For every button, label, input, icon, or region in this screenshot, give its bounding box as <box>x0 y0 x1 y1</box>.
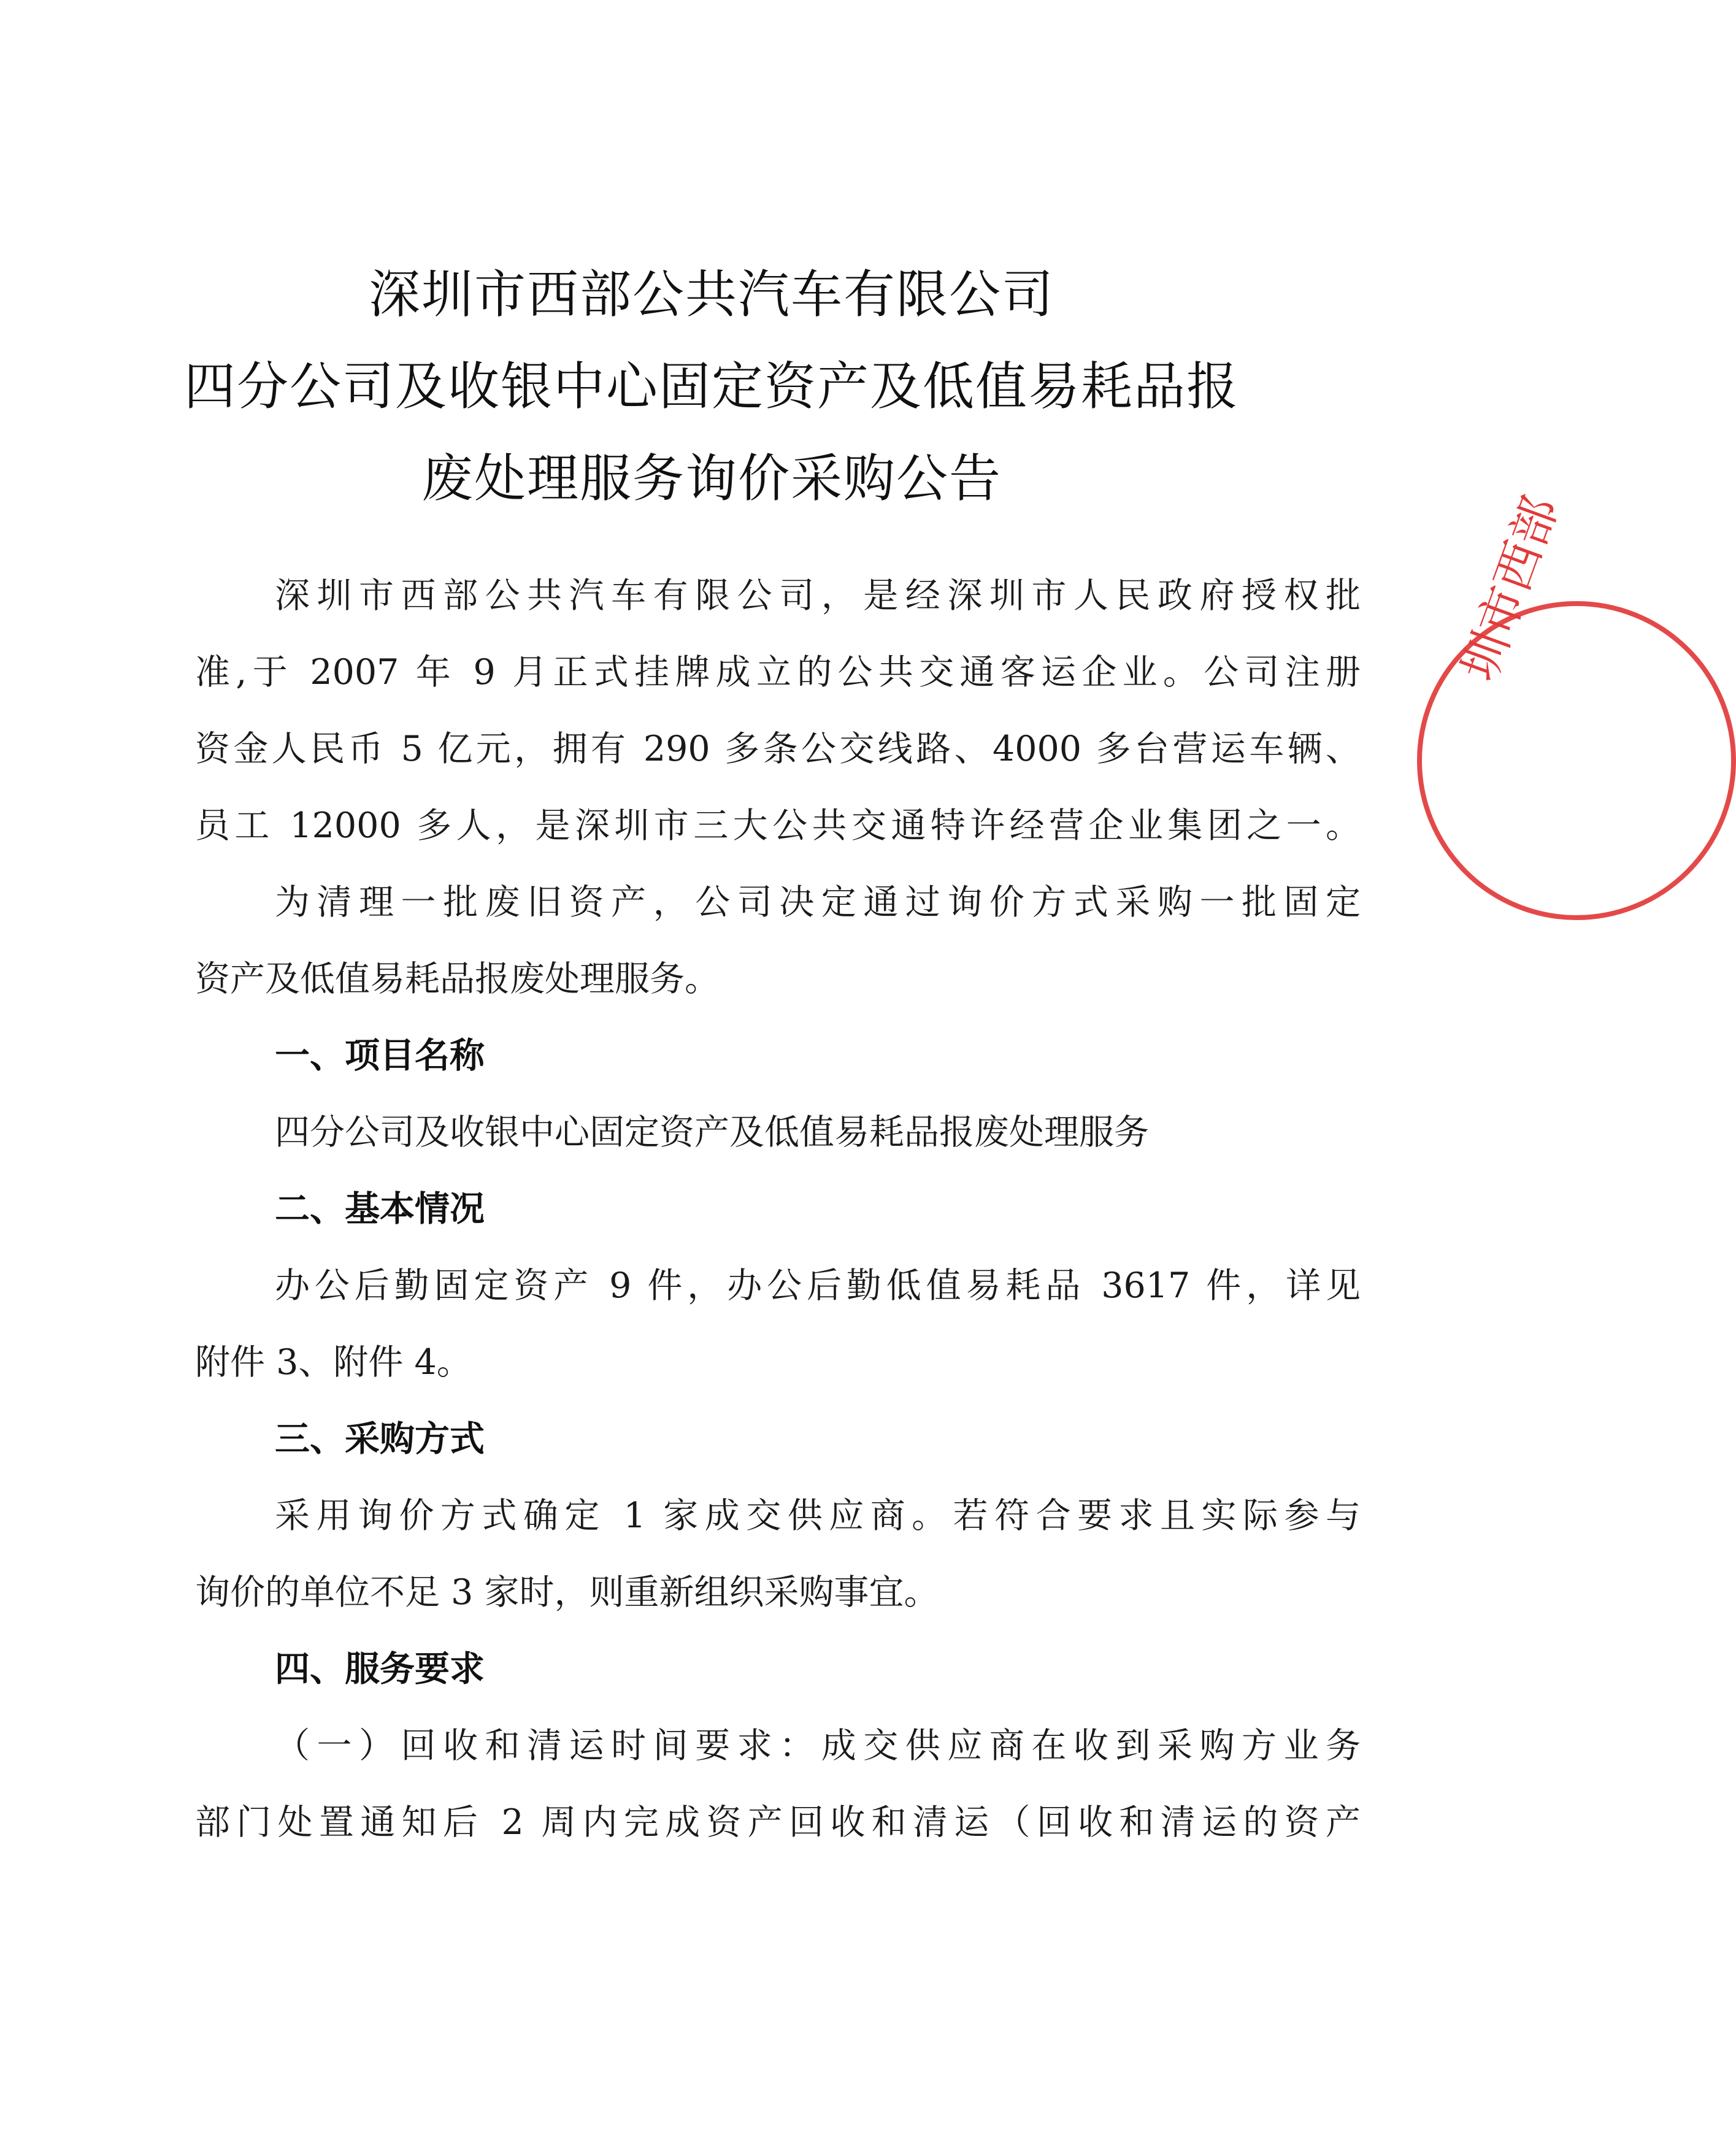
intro-paragraph-1-line-2: 准,于 2007 年 9 月正式挂牌成立的公共交通客运企业。公司注册 <box>195 652 1361 693</box>
document-title <box>0 248 1423 524</box>
section-4-line-1: （一）回收和清运时间要求：成交供应商在收到采购方业务 <box>275 1725 1361 1766</box>
title-line-2: 四分公司及收银中心固定资产及低值易耗品报 <box>183 356 1239 416</box>
section-4-heading: 四、服务要求 <box>275 1649 485 1689</box>
section-1-heading: 一、项目名称 <box>275 1035 485 1076</box>
intro-paragraph-1-line-1: 深圳市西部公共汽车有限公司，是经深圳市人民政府授权批 <box>275 575 1361 616</box>
intro-paragraph-2-line-2: 资产及低值易耗品报废处理服务。 <box>195 959 720 999</box>
intro-paragraph-2-line-1: 为清理一批废旧资产，公司决定通过询价方式采购一批固定 <box>275 882 1361 923</box>
section-3-line-2: 询价的单位不足 3 家时，则重新组织采购事宜。 <box>195 1572 939 1613</box>
section-2-line-2: 附件 3、附件 4。 <box>195 1342 472 1383</box>
section-1-line-1: 四分公司及收银中心固定资产及低值易耗品报废处理服务 <box>275 1112 1149 1153</box>
section-3-line-1: 采用询价方式确定 1 家成交供应商。若符合要求且实际参与 <box>275 1495 1361 1536</box>
section-4-line-2: 部门处置通知后 2 周内完成资产回收和清运（回收和清运的资产 <box>195 1802 1361 1843</box>
title-line-1: 深圳市西部公共汽车有限公司 <box>368 264 1054 324</box>
section-2-line-1: 办公后勤固定资产 9 件，办公后勤低值易耗品 3617 件，详见 <box>275 1265 1361 1306</box>
title-line-3: 废处理服务询价采购公告 <box>421 448 1002 509</box>
intro-paragraph-1-line-3: 资金人民币 5 亿元，拥有 290 多条公交线路、4000 多台营运车辆、 <box>195 729 1361 769</box>
intro-paragraph-1-line-4: 员工 12000 多人，是深圳市三大公共交通特许经营企业集团之一。 <box>195 805 1361 846</box>
section-2-heading: 二、基本情况 <box>275 1189 485 1229</box>
seal-text: 圳市西部 <box>1451 489 1570 688</box>
section-3-heading: 三、采购方式 <box>275 1419 485 1459</box>
